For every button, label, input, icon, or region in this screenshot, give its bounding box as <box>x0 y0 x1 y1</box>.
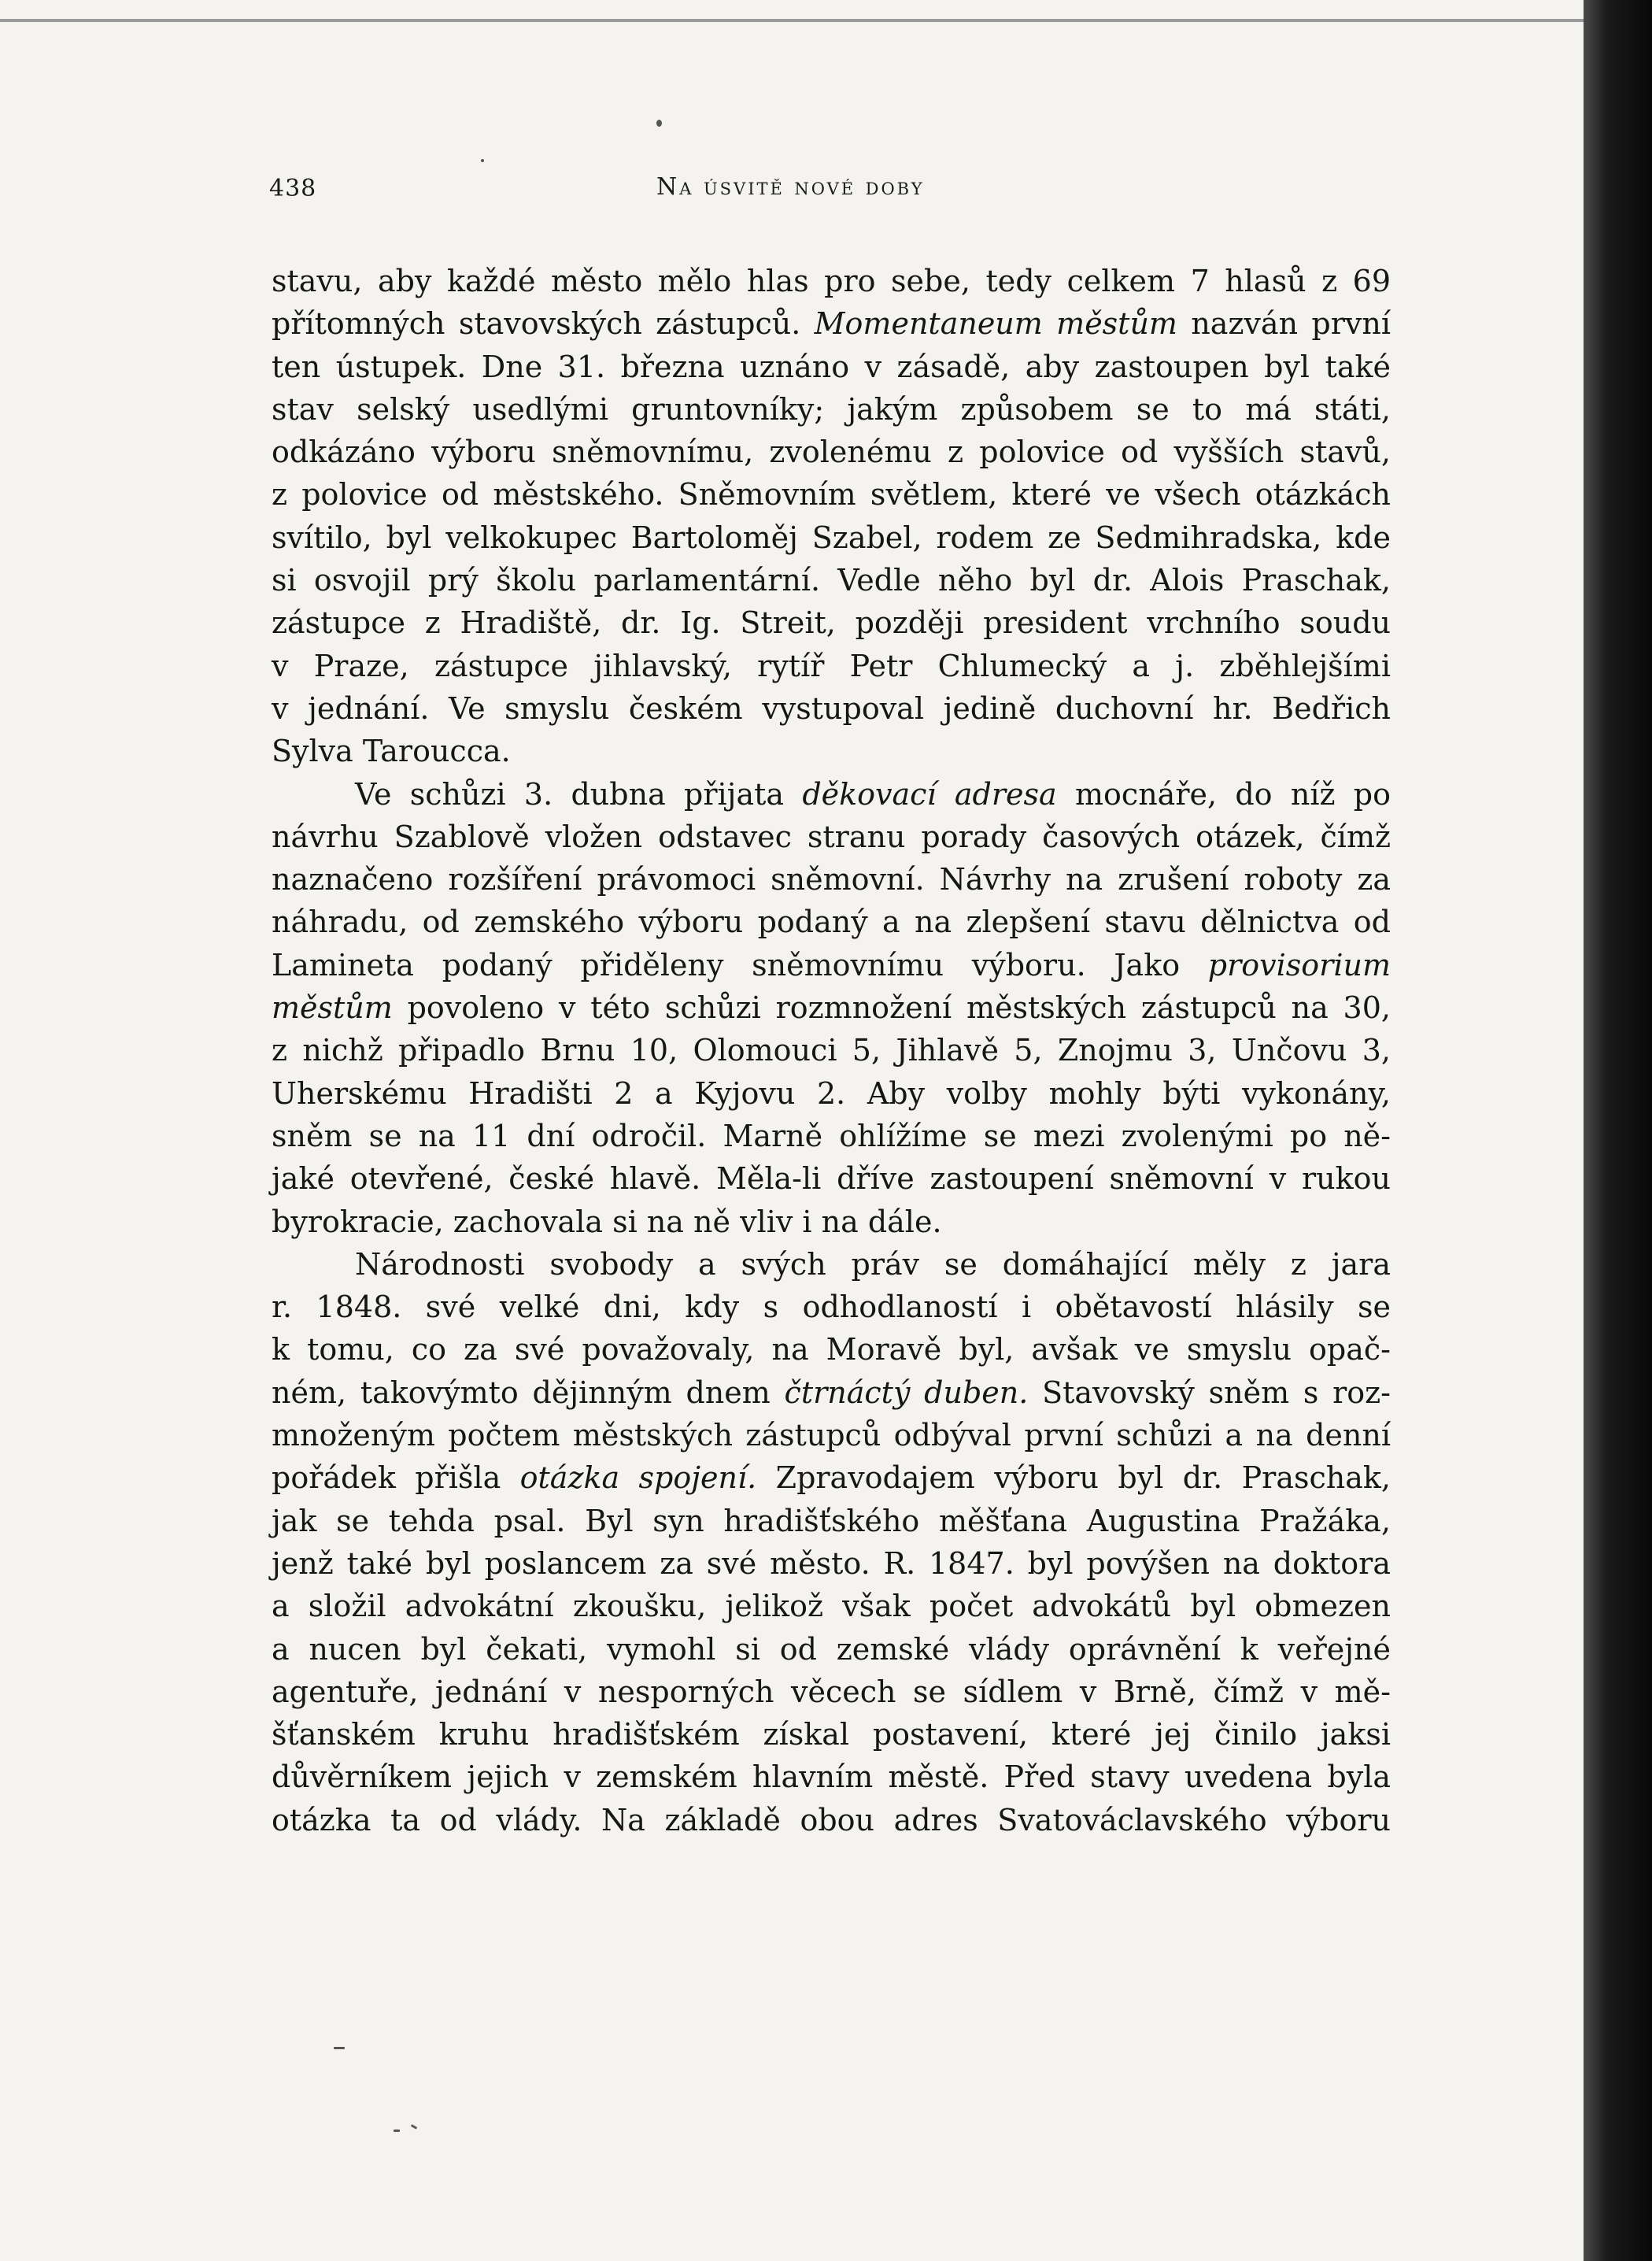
print-speck <box>411 2124 417 2130</box>
text-line: v jednání. Ve smyslu českém vystupoval jedině duchovní hr. Bedřich <box>272 690 1391 726</box>
text-line: k tomu, co za své považovaly, na Moravě byl, avšak ve smyslu opač- <box>272 1332 1391 1367</box>
text-line: svítilo, byl velkokupec Bartoloměj Szabel, rodem ze Sedmihradska, kde <box>272 520 1391 555</box>
text-line: Lamineta podaný přiděleny sněmovnímu výboru. Jako provisorium <box>272 947 1391 982</box>
text-line: návrhu Szablově vložen odstavec stranu porady časových otázek, čímž <box>272 819 1391 854</box>
text-line: Uherskému Hradišti 2 a Kyjovu 2. Aby volby mohly býti vykonány, <box>272 1075 1391 1111</box>
print-speck <box>394 2130 400 2132</box>
text-line: z polovice od městského. Sněmovním světlem, které ve všech otázkách <box>272 477 1391 513</box>
running-title: Na úsvitě nové doby <box>656 173 925 201</box>
text-line: pořádek přišla otázka spojení. Zpravodajem výboru byl dr. Praschak, <box>272 1460 1391 1496</box>
italic-term: městům <box>272 990 393 1026</box>
text-line: r. 1848. své velké dni, kdy s odhodlaností i obětavostí hlásily se <box>272 1290 1391 1325</box>
text-line: si osvojil prý školu parlamentární. Vedle něho byl dr. Alois Praschak, <box>272 563 1391 598</box>
text-line: ném, takovýmto dějinným dnem čtrnáctý duben. Stavovský sněm s roz- <box>272 1375 1391 1410</box>
text-line: šťanském kruhu hradišťském získal postavení, které jej činilo jaksi <box>272 1717 1391 1752</box>
text-line: sněm se na 11 dní odročil. Marně ohlížíme se mezi zvolenými po ně- <box>272 1118 1391 1153</box>
text-line: náhradu, od zemského výboru podaný a na zlepšení stavu dělnictva od <box>272 905 1391 940</box>
text-line: důvěrníkem jejich v zemském hlavním městě. Před stavy uvedena byla <box>272 1760 1391 1795</box>
text-line: množeným počtem městských zástupců odbýval první schůzi a na denní <box>272 1418 1391 1453</box>
text-line: otázka ta od vlády. Na základě obou adres Svatováclavského výboru <box>272 1802 1391 1837</box>
print-speck <box>656 120 662 127</box>
text-line: ten ústupek. Dne 31. března uznáno v zásadě, aby zastoupen byl také <box>272 349 1391 384</box>
scan-edge-shadow <box>1584 0 1652 2261</box>
text-line: jaké otevřené, české hlavě. Měla-li dříve zastoupení sněmovní v rukou <box>272 1161 1391 1197</box>
italic-term: děkovací adresa <box>802 776 1057 812</box>
print-speck <box>481 159 484 162</box>
text-line: Sylva Taroucca. <box>272 734 511 769</box>
text-line: zástupce z Hradiště, dr. Ig. Streit, později president vrchního soudu <box>272 605 1391 641</box>
text-line: z nichž připadlo Brnu 10, Olomouci 5, Jihlavě 5, Znojmu 3, Unčovu 3, <box>272 1033 1391 1068</box>
text-line: Národnosti svobody a svých práv se domáhající měly z jara <box>355 1246 1391 1282</box>
text-line: přítomných stavovských zástupců. Momentaneum městům nazván první <box>272 306 1391 342</box>
text-line: městům povoleno v této schůzi rozmnožení městských zástupců na 30, <box>272 990 1391 1026</box>
page-number: 438 <box>269 175 317 202</box>
print-speck <box>334 2047 345 2049</box>
text-line: byrokracie, zachovala si na ně vliv i na dále. <box>272 1204 942 1239</box>
italic-term: provisorium <box>1207 947 1391 982</box>
text-line: jak se tehda psal. Byl syn hradišťského měšťana Augustina Pražáka, <box>272 1503 1391 1538</box>
italic-term: Momentaneum městům <box>814 306 1177 342</box>
italic-term: otázka spojení. <box>519 1460 757 1496</box>
top-edge-rule <box>0 19 1584 22</box>
body-text <box>272 260 1391 1841</box>
text-line: stavu, aby každé město mělo hlas pro sebe, tedy celkem 7 hlasů z 69 <box>272 264 1391 298</box>
text-line: Ve schůzi 3. dubna přijata děkovací adresa mocnáře, do níž po <box>355 776 1391 812</box>
text-line: v Praze, zástupce jihlavský, rytíř Petr Chlumecký a j. zběhlejšími <box>272 648 1391 683</box>
text-line: a nucen byl čekati, vymohl si od zemské vlády oprávnění k veřejné <box>272 1631 1391 1667</box>
text-line: a složil advokátní zkoušku, jelikož však počet advokátů byl obmezen <box>272 1589 1391 1624</box>
text-line: agentuře, jednání v nesporných věcech se sídlem v Brně, čímž v mě- <box>272 1674 1391 1709</box>
text-line: jenž také byl poslancem za své město. R. 1847. byl povýšen na doktora <box>272 1545 1391 1581</box>
text-line: stav selský usedlými gruntovníky; jakým způsobem se to má státi, <box>272 391 1391 427</box>
text-line: naznačeno rozšíření právomoci sněmovní. Návrhy na zrušení roboty za <box>272 862 1391 897</box>
italic-term: čtrnáctý duben. <box>784 1375 1029 1410</box>
text-line: odkázáno výboru sněmovnímu, zvolenému z polovice od vyšších stavů, <box>272 435 1391 470</box>
